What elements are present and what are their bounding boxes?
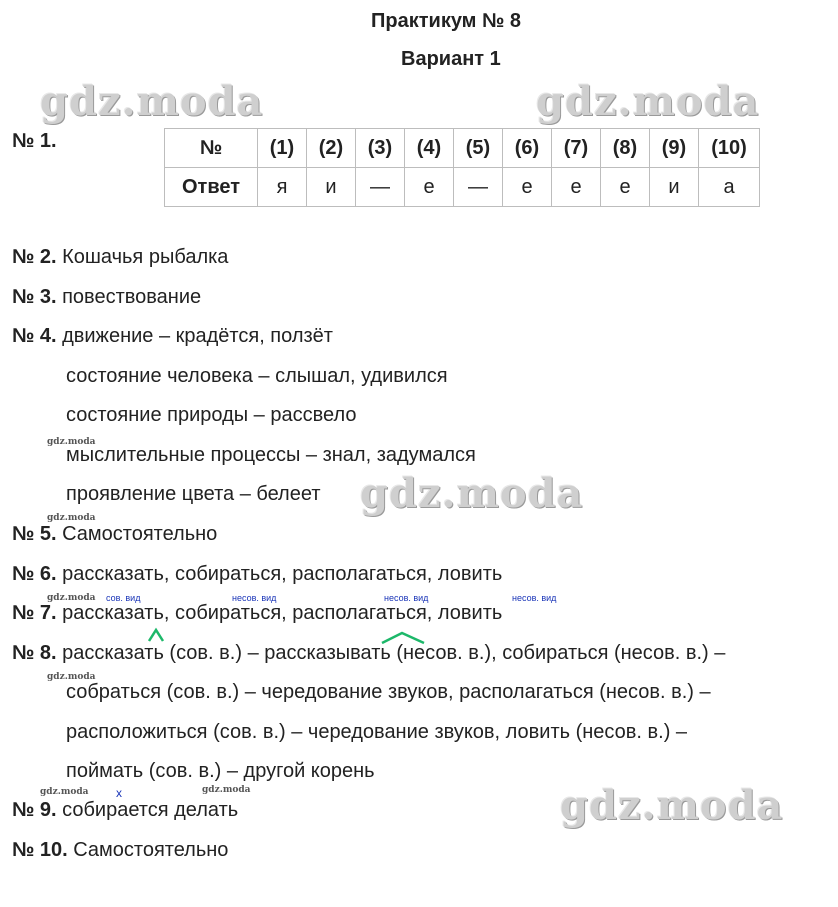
table-answer-cell: я [258, 168, 307, 207]
task8-label: № 8. [12, 642, 57, 664]
table-number-cell: (1) [258, 129, 307, 168]
table-answer-cell: — [356, 168, 405, 207]
table-header-cell: Ответ [165, 168, 258, 207]
table-number-cell: (3) [356, 129, 405, 168]
small-watermark: gdz.moda [47, 672, 96, 682]
task7-text: рассказать, собираться, располагаться, ловить [62, 602, 503, 624]
table-number-cell: (2) [307, 129, 356, 168]
task6-text: рассказать, собираться, располагаться, ловить [62, 563, 503, 585]
table-number-cell: (10) [699, 129, 760, 168]
x-mark: x [116, 786, 122, 800]
task8-line [12, 642, 725, 665]
task7-line [12, 602, 502, 625]
task3-line [12, 286, 201, 309]
table-answer-cell: и [650, 168, 699, 207]
table-number-cell: (5) [454, 129, 503, 168]
variant-title: Вариант 1 [401, 48, 501, 70]
task10-label: № 10. [12, 839, 68, 861]
task9-text: собирается делать [62, 799, 239, 821]
table-answer-cell: а [699, 168, 760, 207]
table-header-cell: № [165, 129, 258, 168]
table-answer-cell: и [307, 168, 356, 207]
task6-line [12, 563, 502, 586]
task5-line [12, 523, 217, 546]
table-number-cell: (6) [503, 129, 552, 168]
task4-line: мыслительные процессы – знал, задумался [66, 444, 476, 466]
task8-text: рассказать (сов. в.) – рассказывать (несов. в.), собираться (несов. в.) – [62, 642, 726, 664]
table-answer-cell: е [552, 168, 601, 207]
task4-label: № 4. [12, 325, 57, 347]
task2-text: Кошачья рыбалка [62, 246, 229, 268]
answer-table [164, 128, 760, 207]
table-row [165, 168, 760, 207]
table-number-cell: (9) [650, 129, 699, 168]
aspect-note: несов. вид [512, 593, 557, 603]
task2-label: № 2. [12, 246, 57, 268]
task4-line: состояние человека – слышал, удивился [66, 365, 448, 387]
small-watermark: gdz.moda [47, 437, 96, 447]
table-answer-cell: — [454, 168, 503, 207]
task9-line [12, 799, 238, 822]
small-watermark: gdz.moda [40, 787, 89, 797]
table-answer-cell: е [601, 168, 650, 207]
task3-text: повествование [62, 286, 202, 308]
aspect-note: сов. вид [106, 593, 141, 603]
aspect-note: несов. вид [384, 593, 429, 603]
watermark-top-left: gdz.moda [40, 78, 264, 125]
table-number-cell: (8) [601, 129, 650, 168]
task4-line [12, 325, 333, 348]
task4-line: состояние природы – рассвело [66, 404, 357, 426]
small-watermark: gdz.moda [47, 593, 96, 603]
task9-label: № 9. [12, 799, 57, 821]
table-answer-cell: е [503, 168, 552, 207]
task7-label: № 7. [12, 602, 57, 624]
task4-line: проявление цвета – белеет [66, 483, 321, 505]
watermark-middle: gdz.moda [360, 470, 584, 517]
task8-line: расположиться (сов. в.) – чередование звуков, ловить (несов. в.) – [66, 721, 688, 743]
table-answer-cell: е [405, 168, 454, 207]
task2-line [12, 246, 228, 269]
aspect-note: несов. вид [232, 593, 277, 603]
task8-line: собраться (сов. в.) – чередование звуков, располагаться (несов. в.) – [66, 681, 711, 703]
task5-label: № 5. [12, 523, 57, 545]
table-row [165, 129, 760, 168]
task6-label: № 6. [12, 563, 57, 585]
page-title: Практикум № 8 [371, 10, 522, 32]
small-watermark: gdz.moda [47, 513, 96, 523]
task1-label: № 1. [12, 130, 57, 152]
watermark-bottom: gdz.moda [560, 782, 784, 829]
task10-text: Самостоятельно [73, 839, 229, 861]
watermark-top-right: gdz.moda [536, 78, 760, 125]
small-watermark: gdz.moda [202, 785, 251, 795]
table-number-cell: (7) [552, 129, 601, 168]
task8-line: поймать (сов. в.) – другой корень [66, 760, 375, 782]
task4-text: движение – крадётся, ползёт [62, 325, 333, 347]
task5-text: Самостоятельно [62, 523, 218, 545]
task3-label: № 3. [12, 286, 57, 308]
table-number-cell: (4) [405, 129, 454, 168]
task10-line [12, 839, 228, 862]
